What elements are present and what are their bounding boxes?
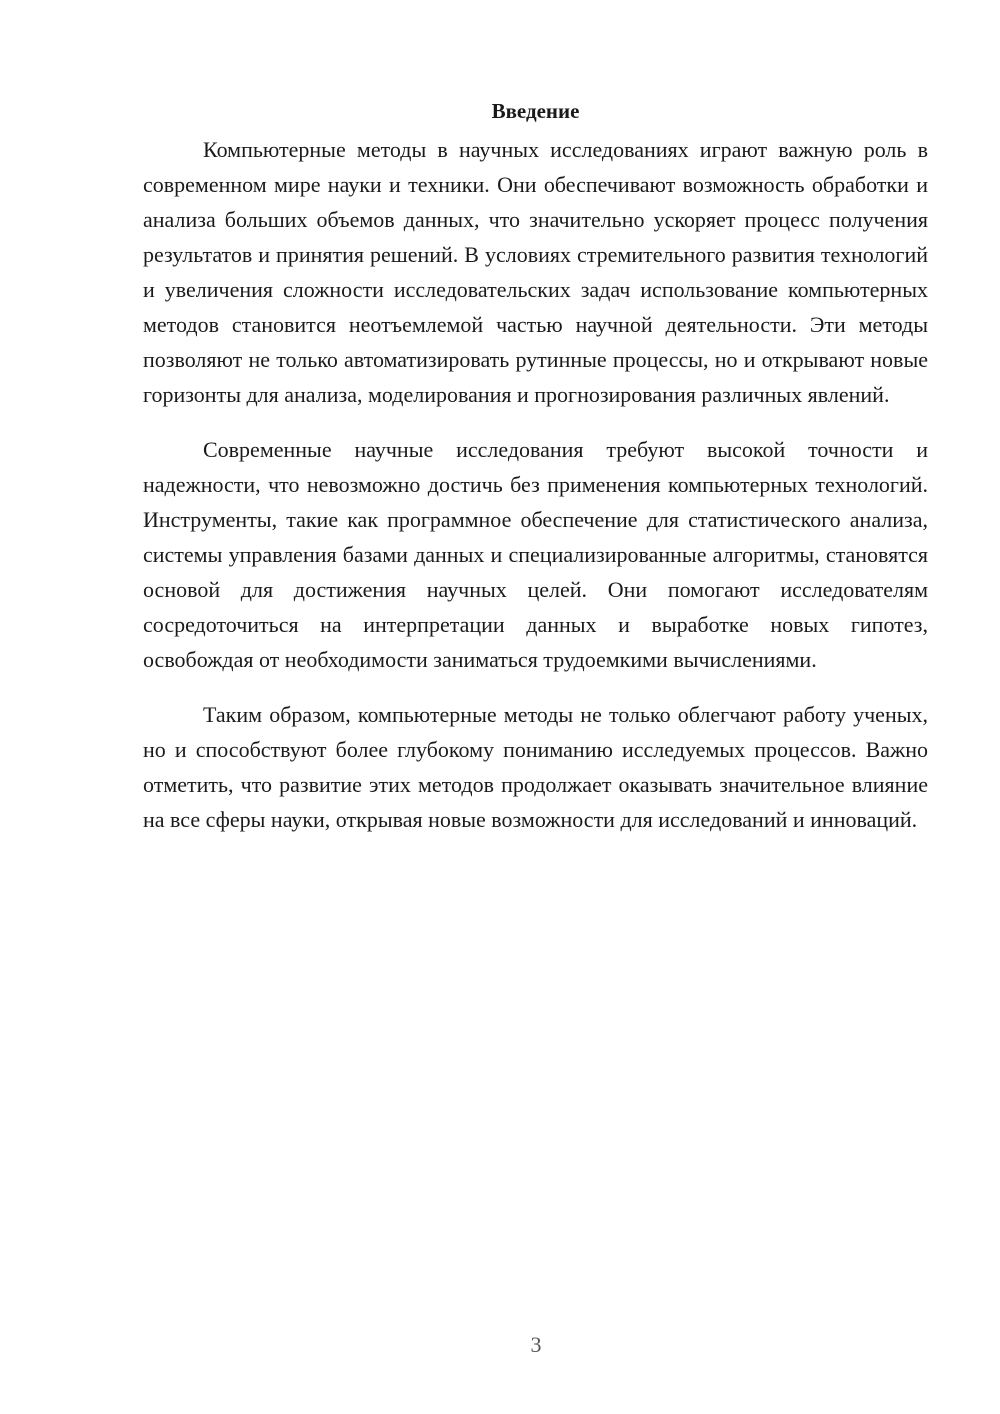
paragraph-3: Таким образом, компьютерные методы не только облегчают работу ученых, но и способствуют более глубокому пониманию исследуемых процессов. Важно отметить, что развитие этих методов продолжает оказывать значительное влияние на все сферы науки, открывая новые возможности для исследований и инноваций. [143,702,928,832]
paragraph-1: Компьютерные методы в научных исследованиях играют важную роль в современном мире науки и техники. Они обеспечивают возможность обработки и анализа больших объемов данных, что значительно ускоряет процесс получения результатов и принятия решений. В условиях стремительного развития технологий и увеличения сложности исследовательских задач использование компьютерных методов становится неотъемлемой частью научной деятельности. Эти методы позволяют не только автоматизировать рутинные процессы, но и открывают новые горизонты для анализа, моделирования и прогнозирования различных явлений. [143,137,928,407]
page-number: 3 [530,1332,542,1357]
section-title: Введение [491,99,580,123]
paragraph-2: Современные научные исследования требуют высокой точности и надежности, что невозможно достичь без применения компьютерных технологий. Инструменты, такие как программное обеспечение для статистического анализа, системы управления базами данных и специализированные алгоритмы, становятся основой для достижения научных целей. Они помогают исследователям сосредоточиться на интерпретации данных и выработке новых гипотез, освобождая от необходимости заниматься трудоемкими вычислениями. [143,437,928,672]
page-content [143,96,928,857]
